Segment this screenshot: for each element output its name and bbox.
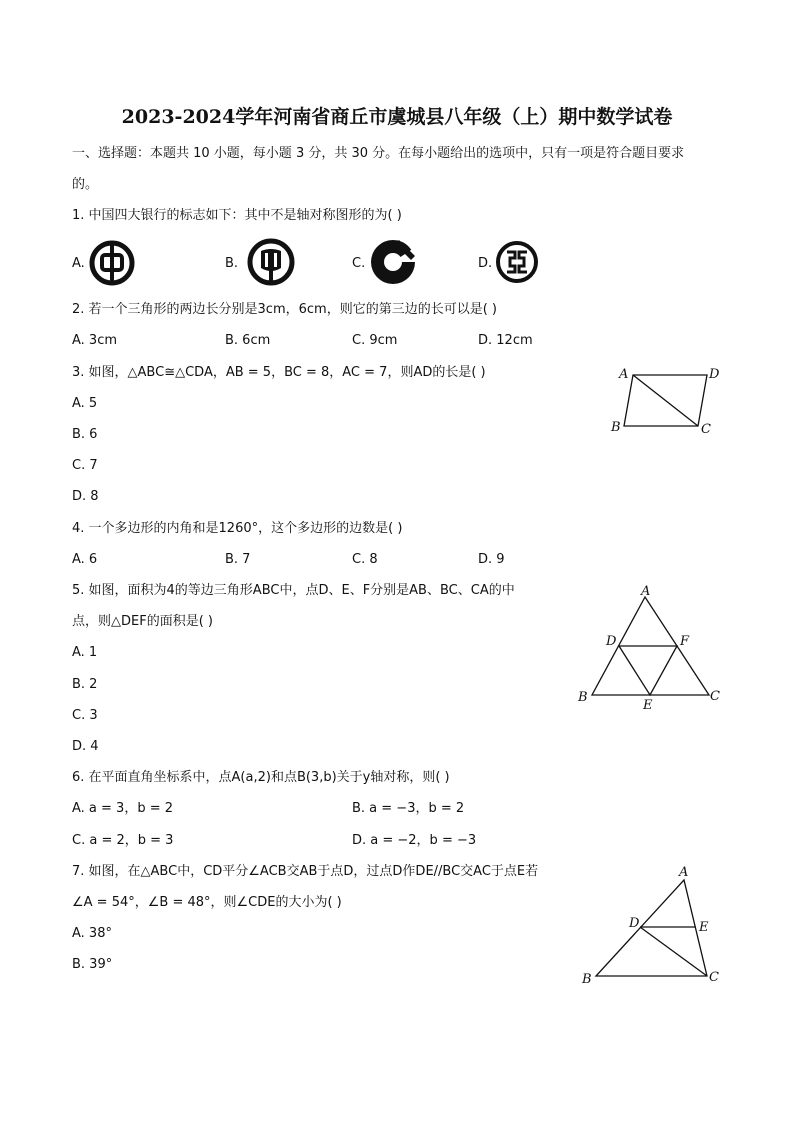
q7-label-e: E: [699, 920, 709, 935]
q3-figure-parallelogram: [605, 362, 735, 446]
q1-stem: 1. 中国四大银行的标志如下：其中不是轴对称图形的为( ): [72, 208, 402, 223]
q7-stem-line1: 7. 如图，在△ABC中，CD平分∠ACB交AB于点D，过点D作DE//BC交AC于点E若: [72, 864, 539, 879]
q5-label-b: B: [578, 690, 588, 705]
q3-label-c: C: [701, 422, 711, 437]
q6-option-b: B. a = −3，b = 2: [352, 801, 465, 816]
q5-option-c: C. 3: [72, 708, 98, 723]
q6-option-d: D. a = −2，b = −3: [352, 833, 477, 848]
q4-option-c: C. 8: [352, 552, 378, 567]
q7-label-a: A: [679, 865, 689, 880]
q5-stem-line2: 点，则△DEF的面积是( ): [72, 614, 213, 629]
q7-option-b: B. 39°: [72, 957, 113, 972]
q2-option-d: D. 12cm: [478, 333, 533, 348]
q6-stem: 6. 在平面直角坐标系中，点A(a,2)和点B(3,b)关于y轴对称，则( ): [72, 770, 450, 785]
q5-stem-line1: 5. 如图，面积为4的等边三角形ABC中，点D、E、F分别是AB、BC、CA的中: [72, 583, 515, 598]
q3-option-b: B. 6: [72, 427, 98, 442]
q4-stem: 4. 一个多边形的内角和是1260°，这个多边形的边数是( ): [72, 521, 403, 536]
q7-label-c: C: [709, 970, 719, 985]
q3-option-d: D. 8: [72, 489, 99, 504]
q3-option-c: C. 7: [72, 458, 98, 473]
q1-option-c: C.: [352, 256, 366, 271]
q2-option-b: B. 6cm: [225, 333, 271, 348]
q3-label-d: D: [709, 367, 720, 382]
q7-stem-line2: ∠A = 54°，∠B = 48°，则∠CDE的大小为( ): [72, 895, 342, 910]
q5-option-d: D. 4: [72, 739, 99, 754]
q4-option-d: D. 9: [478, 552, 505, 567]
q7-figure-triangle: [576, 858, 731, 997]
q2-option-c: C. 9cm: [352, 333, 398, 348]
q6-option-c: C. a = 2，b = 3: [72, 833, 174, 848]
q6-option-a: A. a = 3，b = 2: [72, 801, 174, 816]
q5-option-b: B. 2: [72, 677, 98, 692]
bank-of-china-logo-icon: [89, 240, 135, 286]
industrial-commercial-bank-logo-icon: [495, 240, 541, 286]
construction-bank-logo-icon: [369, 238, 415, 284]
q3-stem: 3. 如图，△ABC≅△CDA，AB = 5，BC = 8，AC = 7，则AD的长是( ): [72, 365, 486, 380]
q5-label-e: E: [643, 698, 653, 713]
q3-label-a: A: [619, 367, 629, 382]
q3-option-a: A. 5: [72, 396, 98, 411]
agricultural-bank-logo-icon: [247, 238, 293, 284]
q5-option-a: A. 1: [72, 645, 98, 660]
q4-option-a: A. 6: [72, 552, 98, 567]
section-instruction-line1: 一、选择题：本题共 10 小题，每小题 3 分，共 30 分。在每小题给出的选项中，只有一项是符合题目要求: [72, 146, 685, 161]
section-instruction-line2: 的。: [72, 177, 99, 192]
q2-option-a: A. 3cm: [72, 333, 118, 348]
q5-label-c: C: [710, 689, 720, 704]
q5-label-a: A: [641, 584, 651, 599]
q1-option-a: A.: [72, 256, 85, 271]
q5-figure-triangle: [572, 580, 727, 719]
q5-label-f: F: [680, 634, 690, 649]
q4-option-b: B. 7: [225, 552, 251, 567]
q5-label-d: D: [606, 634, 617, 649]
q1-option-d: D.: [478, 256, 493, 271]
q1-option-b: B.: [225, 256, 239, 271]
page-title: 2023-2024学年河南省商丘市虞城县八年级（上）期中数学试卷: [121, 106, 673, 128]
q7-option-a: A. 38°: [72, 926, 112, 941]
q7-label-d: D: [629, 916, 640, 931]
q7-label-b: B: [582, 972, 592, 987]
q3-label-b: B: [611, 420, 621, 435]
q2-stem: 2. 若一个三角形的两边长分别是3cm，6cm，则它的第三边的长可以是( ): [72, 302, 497, 317]
